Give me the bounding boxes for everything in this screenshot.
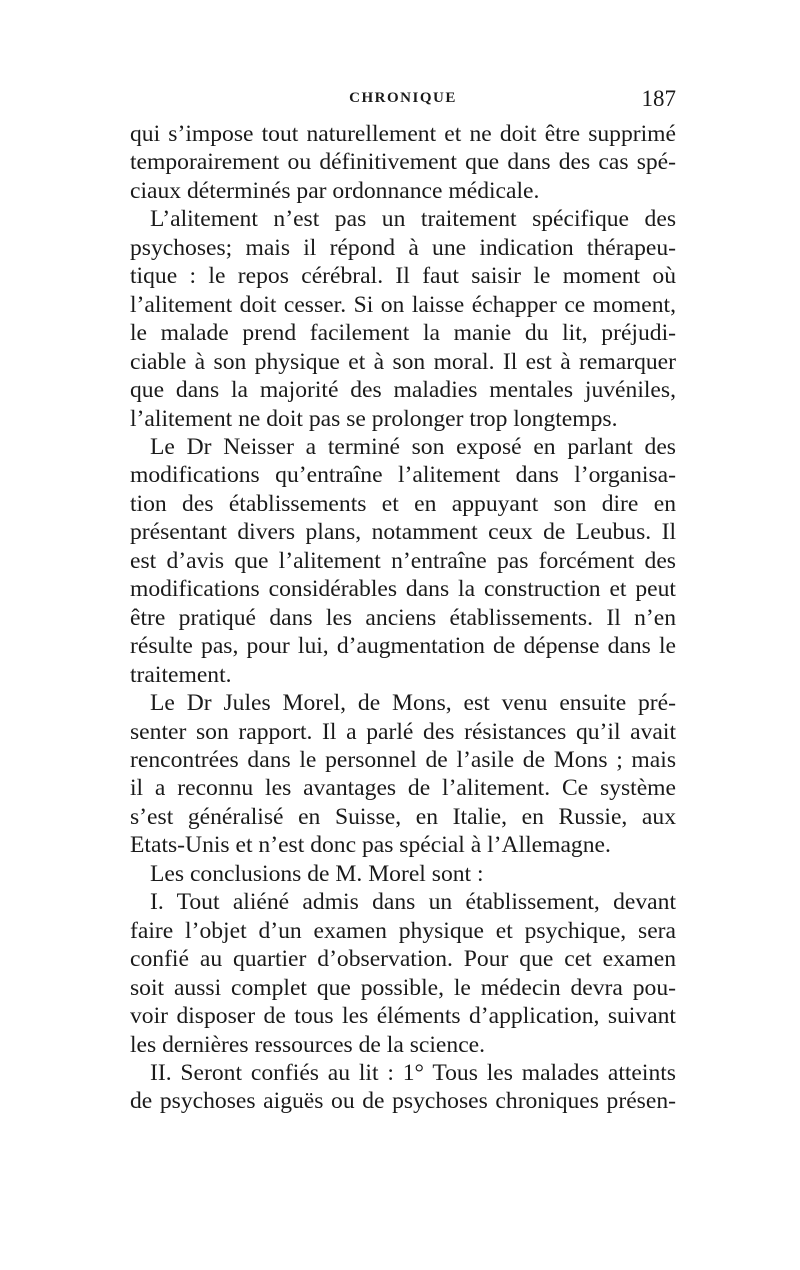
text-line: voir disposer de tous les éléments d’application, suivant <box>130 1003 676 1030</box>
running-title: CHRONIQUE <box>349 90 457 106</box>
body-text <box>130 120 676 1116</box>
text-line: tique : le repos cérébral. Il faut saisir le moment où <box>130 263 676 290</box>
text-line: modifications qu’entraîne l’alitement dans l’organisa- <box>130 462 676 489</box>
text-line: ciable à son physique et à son moral. Il est à remarquer <box>130 348 676 375</box>
text-line: que dans la majorité des maladies mentales juvéniles, <box>130 377 676 404</box>
text-line: il a reconnu les avantages de l’alitement. Ce système <box>130 775 676 802</box>
text-line: les dernières ressources de la science. <box>130 1031 486 1058</box>
text-line: I. Tout aliéné admis dans un établissement, devant <box>150 889 676 916</box>
text-line: modifications considérables dans la construction et peut <box>130 576 676 603</box>
text-line: Le Dr Neisser a terminé son exposé en parlant des <box>150 433 676 460</box>
page-header <box>130 86 676 120</box>
text-line: de psychoses aiguës ou de psychoses chroniques présen- <box>130 1088 676 1115</box>
text-line: Etats-Unis et n’est donc pas spécial à l’Allemagne. <box>130 832 611 859</box>
text-line: traitement. <box>130 661 232 688</box>
text-line: résulte pas, pour lui, d’augmentation de dépense dans le <box>130 633 676 660</box>
text-line: Le Dr Jules Morel, de Mons, est venu ensuite pré- <box>150 690 676 717</box>
text-line: l’alitement doit cesser. Si on laisse échapper ce moment, <box>130 291 676 318</box>
page-number: 187 <box>641 86 676 111</box>
text-line: ciaux déterminés par ordonnance médicale. <box>130 177 540 204</box>
text-line: l’alitement ne doit pas se prolonger trop longtemps. <box>130 405 618 432</box>
text-line: II. Seront confiés au lit : 1° Tous les malades atteints <box>150 1059 676 1086</box>
text-line: Les conclusions de M. Morel sont : <box>150 860 484 887</box>
text-line: être pratiqué dans les anciens établissements. Il n’en <box>130 604 676 631</box>
text-line: rencontrées dans le personnel de l’asile de Mons ; mais <box>130 746 676 773</box>
text-line: L’alitement n’est pas un traitement spécifique des <box>150 206 676 233</box>
text-line: présentant divers plans, notamment ceux de Leubus. Il <box>130 519 676 546</box>
text-line: qui s’impose tout naturellement et ne doit être supprimé <box>130 121 676 147</box>
text-line: confié au quartier d’observation. Pour que cet examen <box>130 946 676 973</box>
text-line: s’est généralisé en Suisse, en Italie, en Russie, aux <box>130 803 676 830</box>
text-line: tion des établissements et en appuyant son dire en <box>130 490 676 517</box>
text-line: temporairement ou définitivement que dans des cas spé- <box>130 149 676 176</box>
text-line: psychoses; mais il répond à une indication thérapeu- <box>130 234 676 261</box>
text-line: senter son rapport. Il a parlé des résistances qu’il avait <box>130 718 676 745</box>
book-page <box>130 86 676 1116</box>
text-line: soit aussi complet que possible, le médecin devra pou- <box>130 974 676 1001</box>
text-line: le malade prend facilement la manie du lit, préjudi- <box>130 320 676 347</box>
text-line: est d’avis que l’alitement n’entraîne pas forcément des <box>130 547 676 574</box>
text-line: faire l’objet d’un examen physique et psychique, sera <box>130 917 676 944</box>
